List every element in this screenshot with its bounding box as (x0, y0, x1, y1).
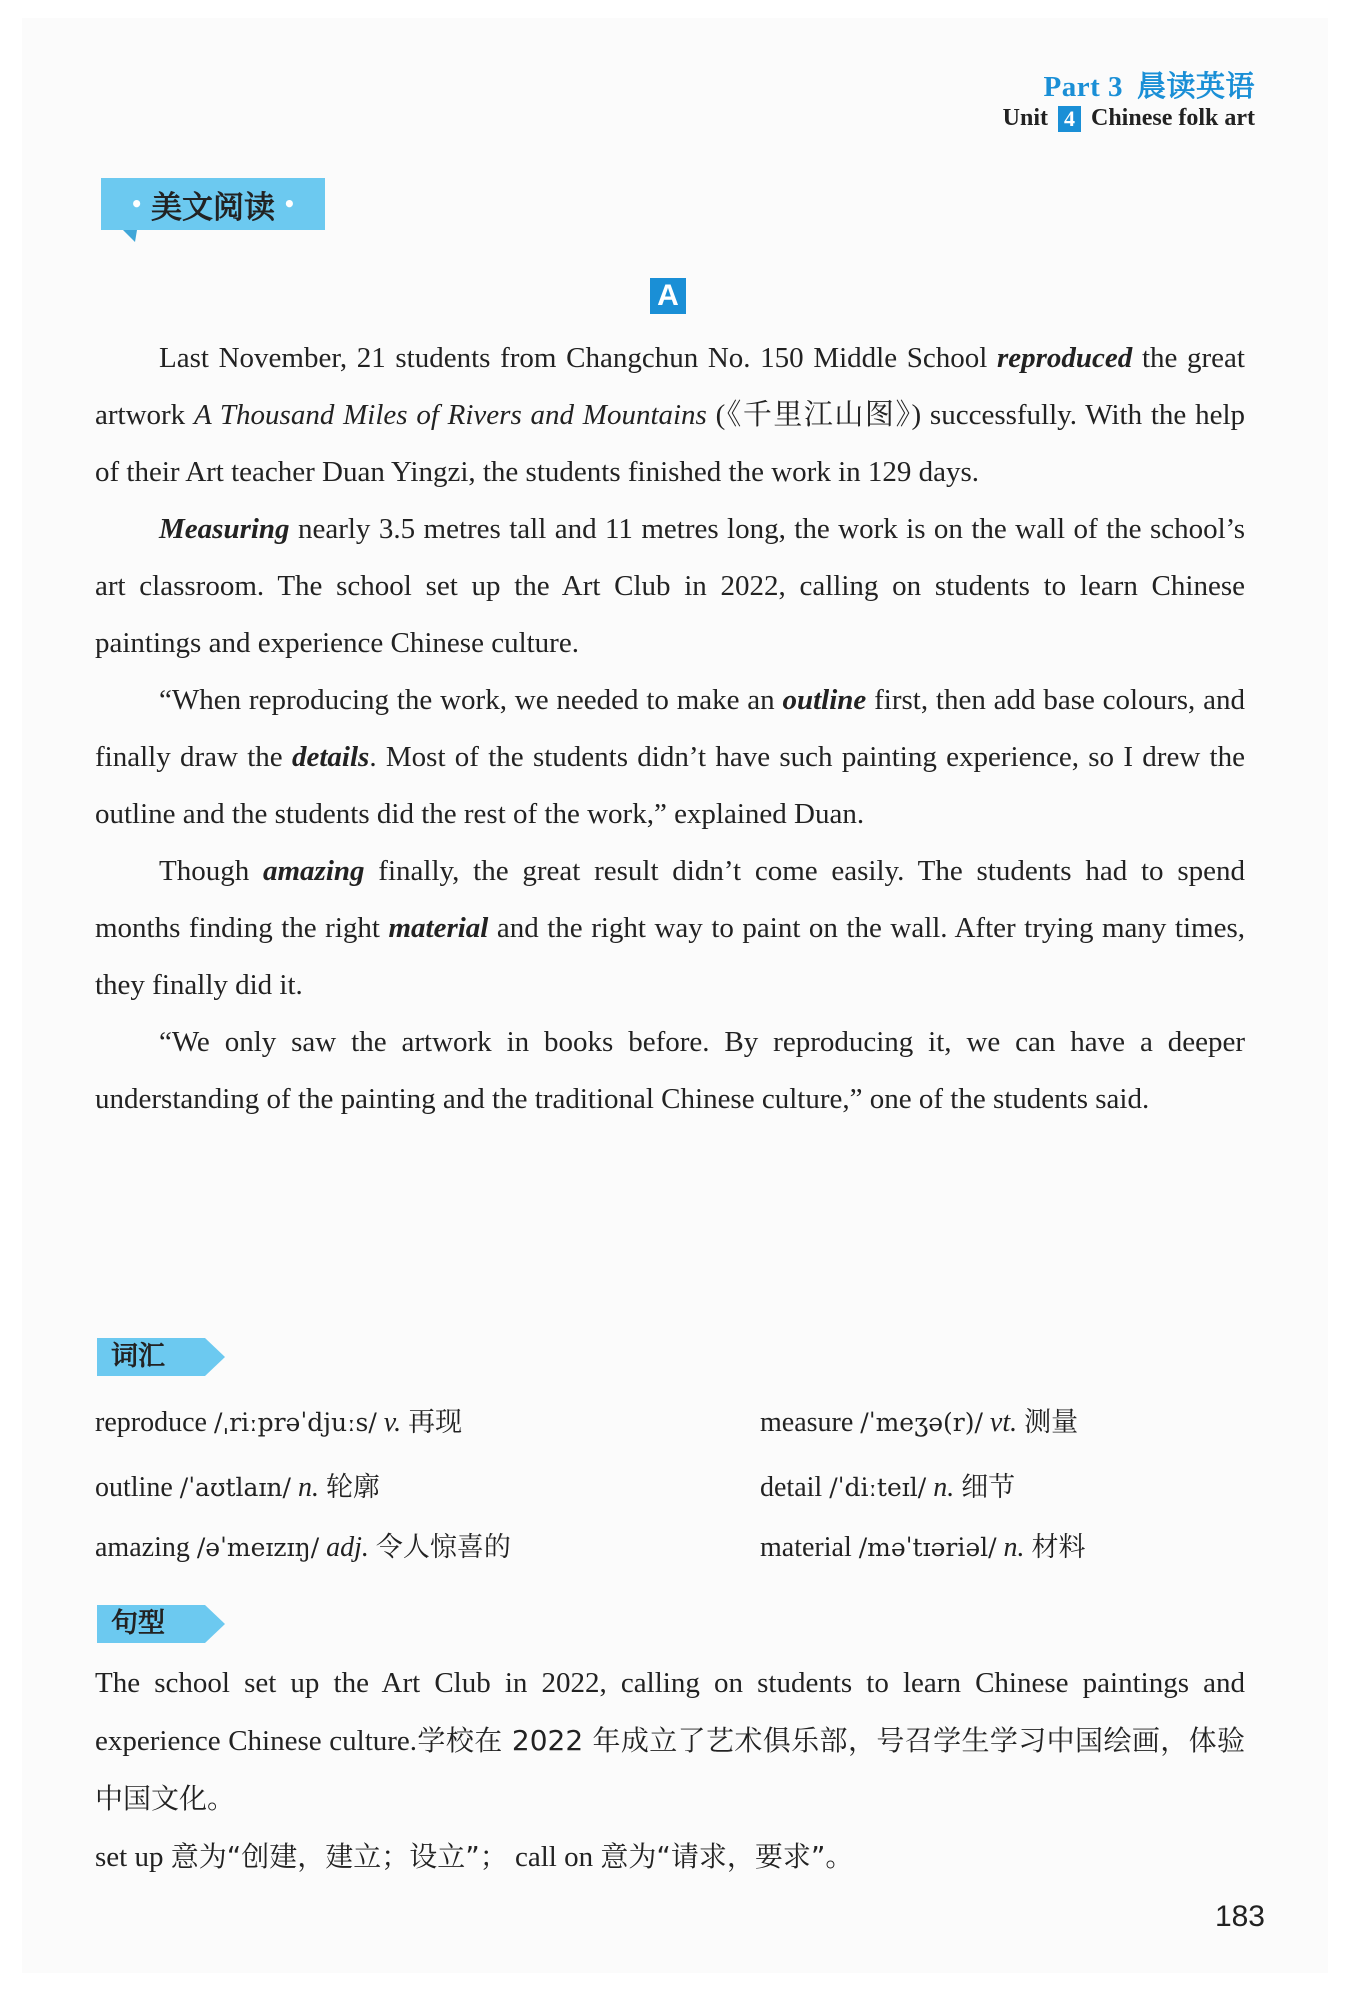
vocab-meaning: 再现 (408, 1407, 463, 1438)
vocab-pos: n. (297, 1472, 319, 1503)
paragraph (95, 330, 1245, 501)
keyword: amazing (263, 855, 365, 887)
text-run: first, then add base colours, and finally draw the (95, 684, 1245, 773)
header-unit (1003, 105, 1255, 132)
pattern-chinese: 学校在 2022 年成立了艺术俱乐部，号召学生学习中国绘画，体验中国文化。 (95, 1724, 1246, 1815)
vocab-item (760, 1525, 1086, 1564)
vocab-word: reproduce (95, 1407, 207, 1438)
pattern-label: 句型 (97, 1605, 205, 1643)
pattern-text (95, 1655, 1245, 1828)
header-unit-label: Unit (1002, 105, 1048, 131)
article (95, 330, 1245, 1128)
vocab-phonetic: /ˌriːprəˈdjuːs/ (213, 1408, 377, 1437)
vocab-word: material (760, 1532, 852, 1563)
vocab-pos: n. (933, 1472, 955, 1503)
passage-badge: A (650, 278, 686, 314)
keyword: details (291, 741, 370, 773)
keyword: reproduced (996, 342, 1133, 374)
vocab-word: measure (760, 1407, 854, 1438)
vocab-item (95, 1400, 462, 1439)
vocab-word: amazing (95, 1532, 190, 1563)
text-run: Last November, 21 students from Changchun No. 150 Middle School (159, 342, 997, 374)
note-phrase: set up (95, 1841, 164, 1873)
vocab-phonetic: /ˈaʊtlaɪn/ (179, 1473, 291, 1502)
text-run: (《千里江山图》) successfully. With the help of their Art teacher Duan Yingzi, the students finished the work in 129 days. (95, 399, 1246, 488)
text-run: nearly 3.5 metres tall and 11 metres long, the work is on the wall of the school’s art classroom. The school set up the Art Club in 2022, calling on students to learn Chinese paintings and experience Chinese culture. (95, 513, 1245, 659)
header-part (1043, 64, 1255, 105)
sentence-pattern (95, 1655, 1245, 1886)
note-phrase: call on (514, 1841, 594, 1873)
header-unit-title: Chinese folk art (1091, 105, 1255, 131)
vocab-phonetic: /ˈmeʒə(r)/ (860, 1408, 983, 1437)
keyword: Measuring (159, 513, 290, 545)
vocab-item (760, 1465, 1015, 1504)
pattern-note (95, 1828, 1245, 1886)
unit-number-badge: 4 (1058, 106, 1081, 132)
vocab-meaning: 轮廓 (325, 1472, 380, 1503)
vocab-phonetic: /ˈdiːteɪl/ (829, 1473, 927, 1502)
section-tag (101, 178, 325, 230)
dot-icon: • (130, 192, 143, 216)
section-tag-label: 美文阅读 (151, 189, 275, 226)
dot-icon: • (283, 192, 296, 216)
note-meaning: 意为“请求，要求”。 (600, 1840, 854, 1873)
text-run: finally, the great result didn’t come easily. The students had to spend months finding the right (95, 855, 1245, 944)
paragraph (95, 672, 1245, 843)
header-part-cn: 晨读英语 (1136, 69, 1255, 103)
vocab-pos: v. (383, 1407, 402, 1438)
paragraph (95, 1014, 1245, 1128)
text-run: “We only saw the artwork in books before. By reproducing it, we can have a deeper understanding of the painting and the traditional Chinese culture,” one of the students said. (95, 1026, 1245, 1115)
vocab-meaning: 测量 (1024, 1407, 1079, 1438)
header-part-label: Part 3 (1043, 71, 1123, 103)
vocab-pos: vt. (989, 1407, 1018, 1438)
text-run: the great artwork (95, 342, 1245, 431)
text-run: and the right way to paint on the wall. After trying many times, they finally did it. (95, 912, 1245, 1001)
vocab-meaning: 细节 (961, 1472, 1016, 1503)
vocab-pos: adj. (326, 1532, 369, 1563)
text-run: . Most of the students didn’t have such painting experience, so I drew the outline and the students did the rest of the work,” explained Duan. (95, 741, 1245, 830)
vocab-label: 词汇 (97, 1338, 205, 1376)
page-number: 183 (1214, 1900, 1265, 1933)
vocab-item (760, 1400, 1078, 1439)
vocab-meaning: 令人惊喜的 (375, 1532, 511, 1563)
vocab-item (95, 1525, 511, 1564)
keyword: material (388, 912, 489, 944)
keyword: outline (782, 684, 867, 716)
paragraph (95, 843, 1245, 1014)
note-meaning: 意为“创建，建立；设立”； (170, 1840, 508, 1873)
vocab-word: detail (760, 1472, 823, 1503)
artwork-title: A Thousand Miles of Rivers and Mountains (193, 399, 707, 431)
text-run: Though (159, 855, 263, 887)
vocab-phonetic: /əˈmeɪzɪŋ/ (196, 1533, 320, 1562)
vocab-meaning: 材料 (1031, 1532, 1086, 1563)
vocab-pos: n. (1003, 1532, 1025, 1563)
pattern-english: The school set up the Art Club in 2022, calling on students to learn Chinese paintings and experience Chinese culture. (95, 1667, 1245, 1757)
paragraph (95, 501, 1245, 672)
vocab-word: outline (95, 1472, 173, 1503)
vocab-phonetic: /məˈtɪəriəl/ (858, 1533, 997, 1562)
text-run: “When reproducing the work, we needed to make an (159, 684, 783, 716)
vocab-item (95, 1465, 380, 1504)
